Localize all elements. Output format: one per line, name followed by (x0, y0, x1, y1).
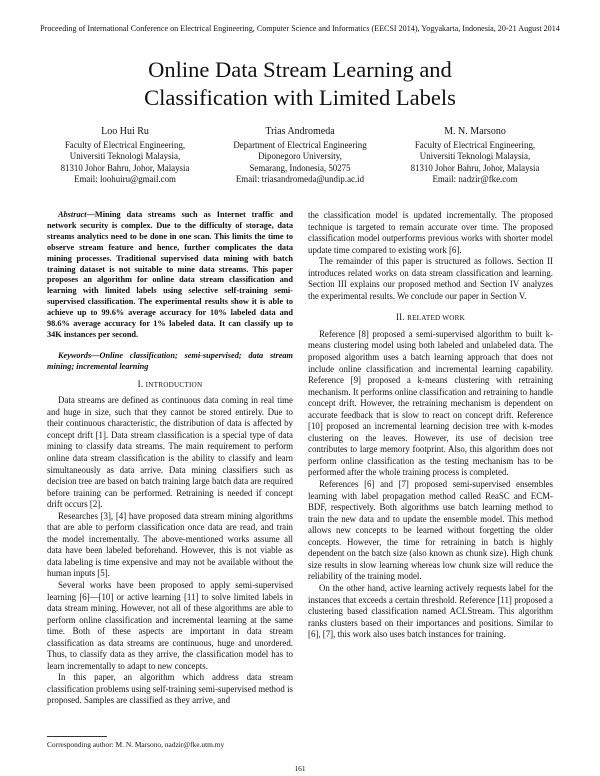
paragraph: Data streams are defined as continuous data coming in real time and huge in size, such that they cannot be stored entirely. Due to their continuous characteristic, the distribution of data is affected by concept drift [1]. Data stream classification is a special type of data mining to classify data streams. The main requirement to perform online data stream classification is the ability to classify and learn simultaneously as data arrive. Data mining classifiers such as decision tree are based on batch training large batch data are required before training can be performed. Retraining is needed if concept drift occurs [2]. (47, 395, 293, 510)
keywords: Keywords—Online classification; semi-supervised; data stream mining; incremental learning (47, 350, 293, 371)
right-column (308, 210, 553, 641)
author-affiliation: Faculty of Electrical Engineering, (414, 140, 536, 151)
author-email: Email: nadzir@fke.com (432, 173, 518, 184)
section-title: INTRODUCTION (145, 380, 203, 389)
paragraph: References [6] and [7] proposed semi-supervised ensembles learning with label propagation method called ReaSC and ECM-BDF, respectively. Both algorithms use batch learning method to train the new data and to update the ensemble model. This method allows new concepts to be learned without forgetting the older concepts. However, the time for retraining in batch is highly dependent on the batch size (also known as chunk size). High chunk size results in slow learning whereas low chunk size will reduce the reliability of the training model. (308, 479, 553, 582)
section-heading-introduction (47, 379, 293, 392)
author-block (40, 126, 560, 185)
paragraph: Reference [8] proposed a semi-supervised algorithm to built k-means clustering model using both labeled and unlabeled data. The proposed algorithm uses a batch learning approach that does not include online classification and incremental learning capability. Reference [9] proposed a k-means clustering with retraining mechanism. It performs online classification and retraining to handle concept drift. However, the retraining mechanism is dependent on accurate feedback that is slow to react on concept drift. Reference [10] proposed an incremental learning decision tree with k-modes clustering on the leaves. However, its use of decision tree contributes to large memory footprint. Also, this algorithm does not perform online classification as the testing mechanism has to be performed after the whole training process is completed. (308, 328, 553, 478)
author-email: Email: loohuiru@gmail.com (74, 173, 176, 184)
abstract-label: Abstract (58, 210, 87, 219)
author-affiliation: Diponegoro University, (258, 151, 342, 162)
title-line-2: Classification with Limited Labels (144, 85, 456, 110)
author-address: 81310 Johor Bahru, Johor, Malaysia (60, 162, 190, 173)
section-heading-related-work (308, 312, 553, 325)
abstract (47, 210, 293, 341)
author-affiliation: Universiti Teknologi Malaysia, (69, 151, 181, 162)
footnote: Corresponding author: M. N. Marsono, nadzir@fke.utm.my (47, 740, 225, 749)
author-email: Email: triasandromeda@undip.ac.id (235, 173, 365, 184)
abstract-text: —Mining data streams such as Internet traffic and network security is complex. Due to the difficulty of storage, data streams analytics need to be done in one scan. This limits the time to observe stream feature and hence, further complicates the data mining processes. Traditional supervised data mining with batch training dataset is not suitable to mine data streams. This paper proposes an algorithm for online data stream classification and learning with limited labels using selective self-training semi-supervised classification. The experimental results show it is able to achieve up to 99.6% average accuracy for 10% labeled data and 98.6% average accuracy for 1% labeled data. It can classify up to 34K instances per second. (47, 210, 293, 339)
author-affiliation: Faculty of Electrical Engineering, (64, 140, 186, 151)
paragraph: In this paper, an algorithm which address data stream classification problems using self-training semi-supervised method is proposed. Samples are classified as they arrive, and (47, 672, 293, 706)
author-name: M. N. Marsono (444, 126, 506, 137)
author-name: Trias Andromeda (265, 126, 335, 137)
conference-header: Proceeding of International Conference on Electrical Engineering, Computer Science and Informatics (EECSI 2014), Yogyakarta, Indonesia, 20-21 August 2014 (40, 24, 560, 33)
page-number: 161 (294, 764, 306, 773)
author-name: Loo Hui Ru (101, 126, 149, 137)
paragraph: On the other hand, active learning actively requests label for the instances that exceeds a certain threshold. Reference [11] proposed a clustering based classification named ACLStream. This algorithm ranks clusters based on their importances and positions. Similar to [6], [7], this work also uses batch instances for training. (308, 582, 553, 640)
paragraph: the classification model is updated incrementally. The proposed technique is targeted to remain accurate over time. The proposed classification model outperforms previous works with shorter model update time compared to existing work [6]. (308, 210, 553, 255)
author-2 (215, 126, 385, 185)
author-affiliation: Department of Electrical Engineering (233, 140, 367, 151)
paragraph: Researches [3], [4] have proposed data stream mining algorithms that are able to perform classification once data are read, and train the model incrementally. The above-mentioned works assume all data have been labeled beforehand. However, this is not viable as data labeling is time expensive and may not be available without the human inputs [5]. (47, 510, 293, 579)
section-title: RELATED WORK (407, 314, 466, 323)
author-address: 81310 Johor Bahru, Johor, Malaysia (410, 162, 540, 173)
left-column (47, 210, 293, 707)
author-1 (40, 126, 210, 185)
author-affiliation: Universiti Teknologi Malaysia, (419, 151, 531, 162)
paper-title (40, 56, 560, 112)
section-number: I. (137, 378, 144, 389)
author-address: Semarang, Indonesia, 50275 (249, 162, 351, 173)
paragraph: Several works have been proposed to apply semi-supervised learning [6]—[10] or active learning [11] to solve limited labels in data stream mining. However, not all of these algorithms are able to perform online classification and incremental learning at the same time. Both of these aspects are important in data stream classification as data streams are continuous, huge and unordered. Thus, to classify data as they arrive, the classification model has to learn incrementally to adapt to new concepts. (47, 579, 293, 671)
paragraph: The remainder of this paper is structured as follows. Section II introduces related works on data stream classification and learning. Section III explains our proposed method and Section IV analyzes the experimental results. We conclude our paper in Section V. (308, 256, 553, 301)
title-line-1: Online Data Stream Learning and (148, 57, 452, 82)
footnote-divider (47, 736, 107, 737)
section-number: II. (395, 312, 405, 323)
author-3 (390, 126, 560, 185)
